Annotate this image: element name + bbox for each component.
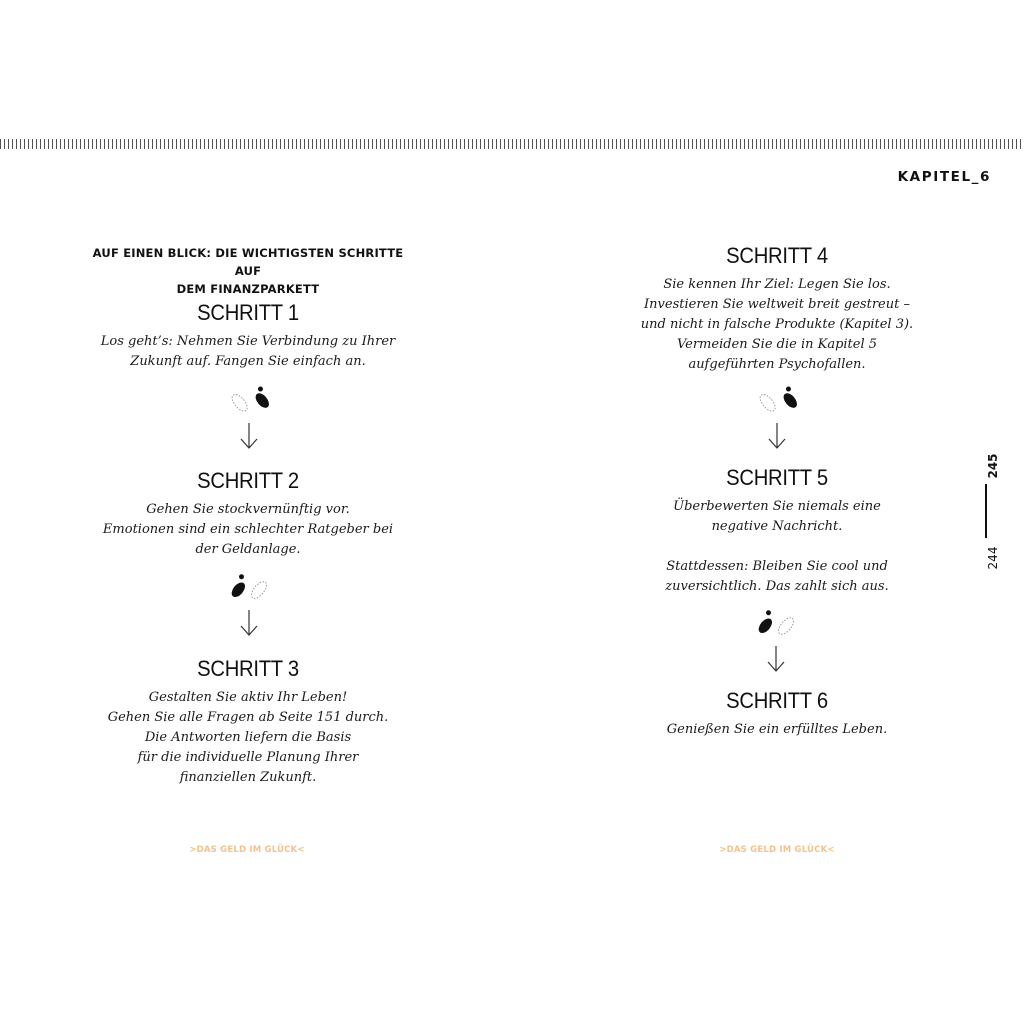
step-title: SCHRITT 1 — [197, 300, 299, 325]
step-line: Zukunft auf. Fangen Sie einfach an. — [130, 354, 366, 369]
step-6 — [607, 688, 947, 740]
intro-line-1: AUF EINEN BLICK: DIE WICHTIGSTEN SCHRITTE AUF — [92, 246, 404, 278]
step-line: Investieren Sie weltweit breit gestreut – — [644, 297, 910, 312]
step-3 — [78, 656, 418, 788]
step-line: Gehen Sie alle Fragen ab Seite 151 durch. — [107, 710, 389, 725]
step-line: Genießen Sie ein erfülltes Leben. — [666, 722, 888, 737]
footsteps-arrow-icon — [747, 385, 807, 455]
step-text — [607, 497, 947, 597]
step-title: SCHRITT 4 — [726, 243, 828, 268]
footer-left: >DAS GELD IM GLÜCK< — [189, 845, 305, 855]
intro-line-2: DEM FINANZPARKETT — [176, 282, 320, 296]
step-line: finanziellen Zukunft. — [179, 770, 317, 785]
footsteps-arrow-icon — [219, 572, 279, 642]
chapter-label: KAPITEL_6 — [897, 169, 991, 185]
step-text — [78, 500, 418, 560]
step-line: zuversichtlich. Das zahlt sich aus. — [665, 579, 889, 594]
footsteps-arrow-icon — [746, 608, 806, 678]
page-number-left: 244 — [986, 546, 1000, 570]
step-line: Die Antworten liefern die Basis — [144, 730, 352, 745]
step-line: und nicht in falsche Produkte (Kapitel 3). — [640, 317, 914, 332]
step-5 — [607, 465, 947, 597]
page-number-divider — [985, 484, 987, 538]
step-text — [607, 720, 947, 740]
step-line: aufgeführten Psychofallen. — [688, 357, 866, 372]
step-title: SCHRITT 5 — [726, 465, 828, 490]
step-4 — [607, 243, 947, 375]
step-line: Gestalten Sie aktiv Ihr Leben! — [148, 690, 348, 705]
step-1 — [78, 300, 418, 372]
tick-rule — [0, 139, 1024, 149]
step-line: Emotionen sind ein schlechter Ratgeber bei — [102, 522, 394, 537]
step-line: Stattdessen: Bleiben Sie cool und — [666, 559, 888, 574]
footsteps-arrow-icon — [219, 385, 279, 455]
step-line: Los geht’s: Nehmen Sie Verbindung zu Ihrer — [100, 334, 396, 349]
intro-heading — [78, 244, 418, 298]
step-text — [607, 275, 947, 375]
step-title: SCHRITT 6 — [726, 688, 828, 713]
step-line — [607, 537, 947, 557]
step-line: Vermeiden Sie die in Kapitel 5 — [676, 337, 878, 352]
step-line: der Geldanlage. — [195, 542, 301, 557]
step-line: für die individuelle Planung Ihrer — [137, 750, 359, 765]
page-number-right: 245 — [986, 453, 1000, 479]
footer-right: >DAS GELD IM GLÜCK< — [719, 845, 835, 855]
step-text — [78, 688, 418, 788]
step-2 — [78, 468, 418, 560]
step-line: negative Nachricht. — [711, 519, 843, 534]
step-title: SCHRITT 2 — [197, 468, 299, 493]
step-title: SCHRITT 3 — [197, 656, 299, 681]
step-line: Sie kennen Ihr Ziel: Legen Sie los. — [663, 277, 891, 292]
step-text — [78, 332, 418, 372]
step-line: Gehen Sie stockvernünftig vor. — [146, 502, 350, 517]
step-line: Überbewerten Sie niemals eine — [673, 499, 881, 514]
